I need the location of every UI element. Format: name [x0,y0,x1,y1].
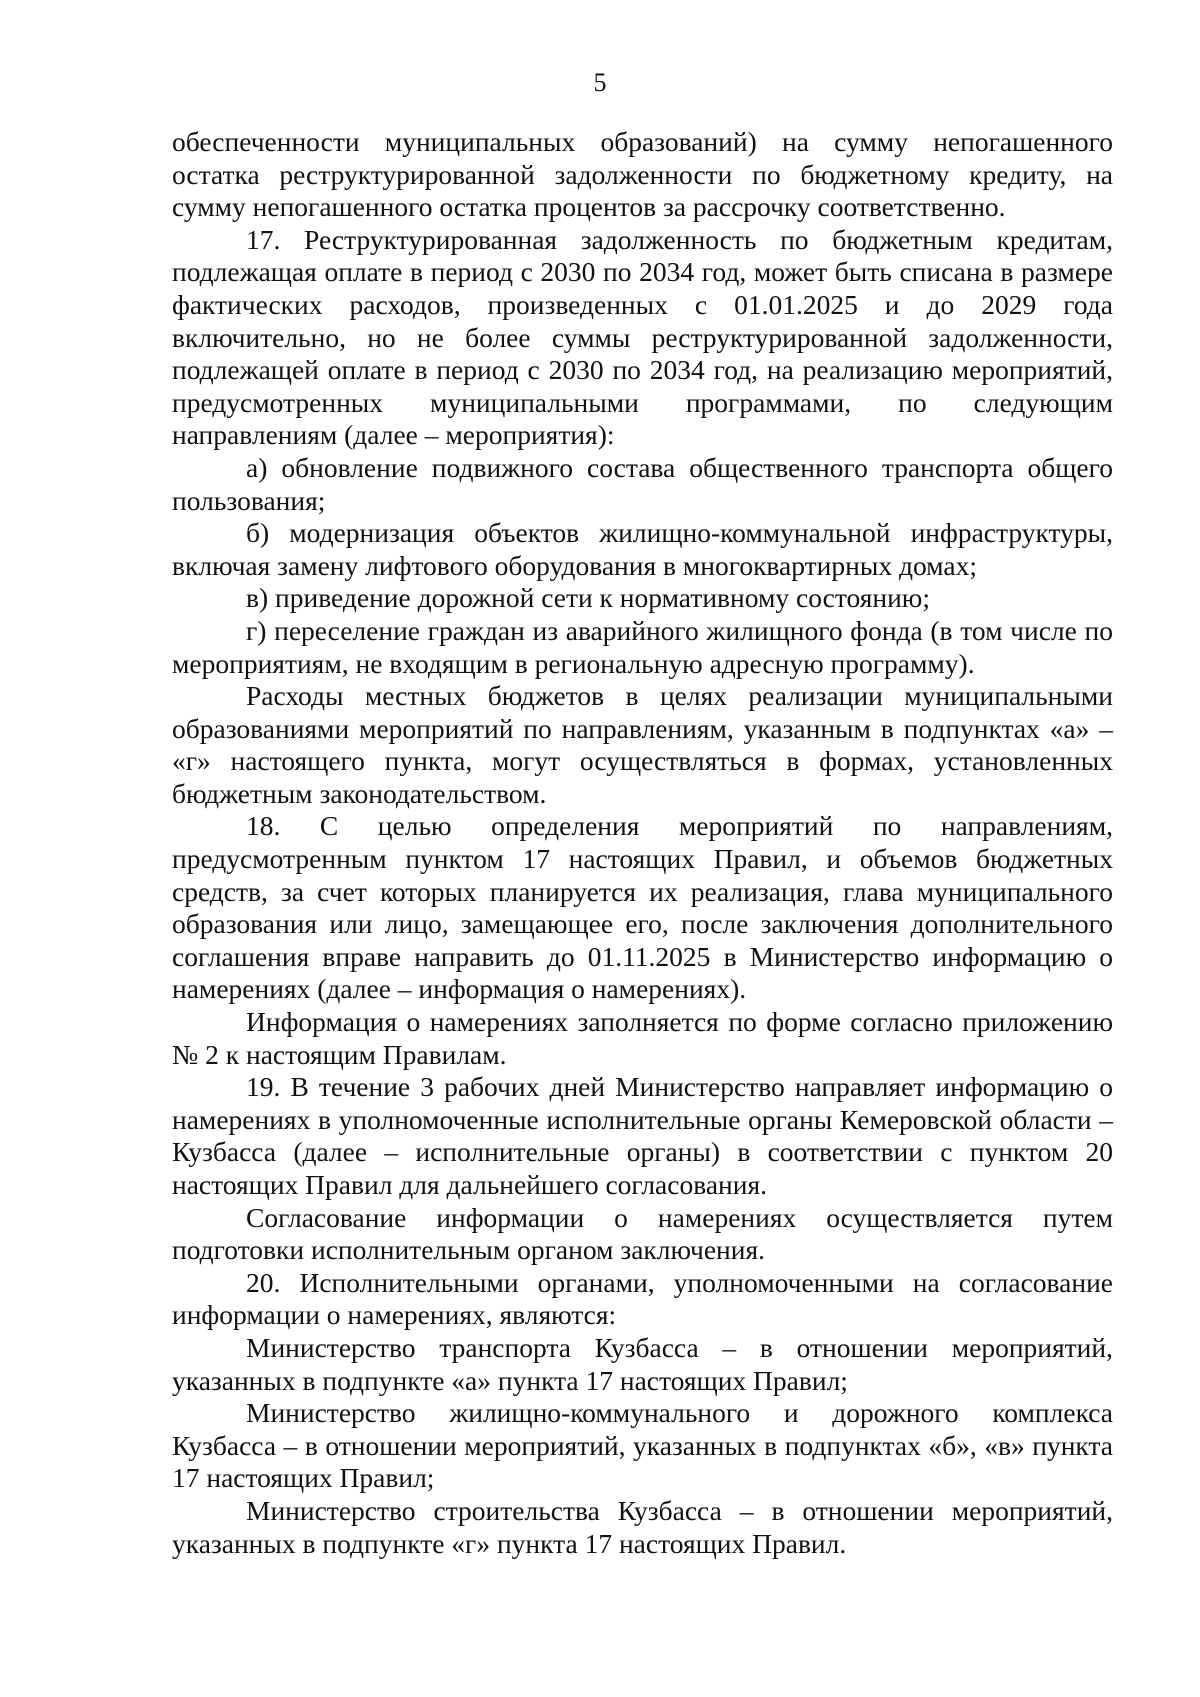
paragraph-subitem-b: б) модернизация объектов жилищно-коммунальной инфраструктуры, включая замену лифтового оборудования в многоквартирных домах; [172,517,1113,581]
paragraph-local-budget-expenses: Расходы местных бюджетов в целях реализации муниципальными образованиями мероприятий по направлениям, указанным в подпунктах «а» – «г» настоящего пункта, могут осуществляться в формах, установленных бюджетным законодательством. [172,680,1113,809]
paragraph-approval: Согласование информации о намерениях осуществляется путем подготовки исполнительным органом заключения. [172,1201,1113,1266]
paragraph-subitem-a: а) обновление подвижного состава общественного транспорта общего пользования; [172,451,1113,516]
paragraph-subitem-v: в) приведение дорожной сети к нормативному состоянию; [246,582,930,614]
page-number: 5 [593,68,607,97]
paragraph-ministry-construction: Министерство строительства Кузбасса – в отношении мероприятий, указанных в подпункте «г» пункта 17 настоящих Правил. [172,1494,1113,1559]
paragraph-ministry-housing: Министерство жилищно-коммунального и дорожного комплекса Кузбасса – в отношении мероприятий, указанных в подпунктах «б», «в» пункта 17 настоящих Правил; [172,1397,1113,1494]
paragraph-intent-form: Информация о намерениях заполняется по форме согласно приложению № 2 к настоящим Правилам. [172,1006,1113,1070]
paragraph-subitem-g: г) переселение граждан из аварийного жилищного фонда (в том числе по мероприятиям, не входящим в региональную адресную программу). [172,614,1113,679]
paragraph-item-17: 17. Реструктурированная задолженность по бюджетным кредитам, подлежащая оплате в период с 2030 по 2034 год, может быть списана в размере фактических расходов, произведенных с 01.01.2025 и до 2029 года включительно, но не более суммы реструктурированной задолженности, подлежащей оплате в период с 2030 по 2034 год, на реализацию мероприятий, предусмотренных муниципальными программами, по следующим направлениям (далее – мероприятия): [172,223,1113,451]
paragraph-item-19: 19. В течение 3 рабочих дней Министерство направляет информацию о намерениях в уполномоченные исполнительные органы Кемеровской области – Кузбасса (далее – исполнительные органы) в соответствии с пунктом 20 настоящих Правил для дальнейшего согласования. [172,1071,1113,1200]
paragraph-item-18: 18. С целью определения мероприятий по направлениям, предусмотренным пунктом 17 настоящих Правил, и объемов бюджетных средств, за счет которых планируется их реализация, глава муниципального образования или лицо, замещающее его, после заключения дополнительного соглашения вправе направить до 01.11.2025 в Министерство информацию о намерениях (далее – информация о намерениях). [172,810,1113,1005]
paragraph-item-20: 20. Исполнительными органами, уполномоченными на согласование информации о намерениях, являются: [172,1266,1113,1331]
document-body [172,126,1113,1560]
paragraph-ministry-transport: Министерство транспорта Кузбасса – в отношении мероприятий, указанных в подпункте «а» пункта 17 настоящих Правил; [172,1331,1113,1396]
paragraph-continuation: обеспеченности муниципальных образований) на сумму непогашенного остатка реструктурированной задолженности по бюджетному кредиту, на сумму непогашенного остатка процентов за рассрочку соответственно. [172,126,1113,223]
